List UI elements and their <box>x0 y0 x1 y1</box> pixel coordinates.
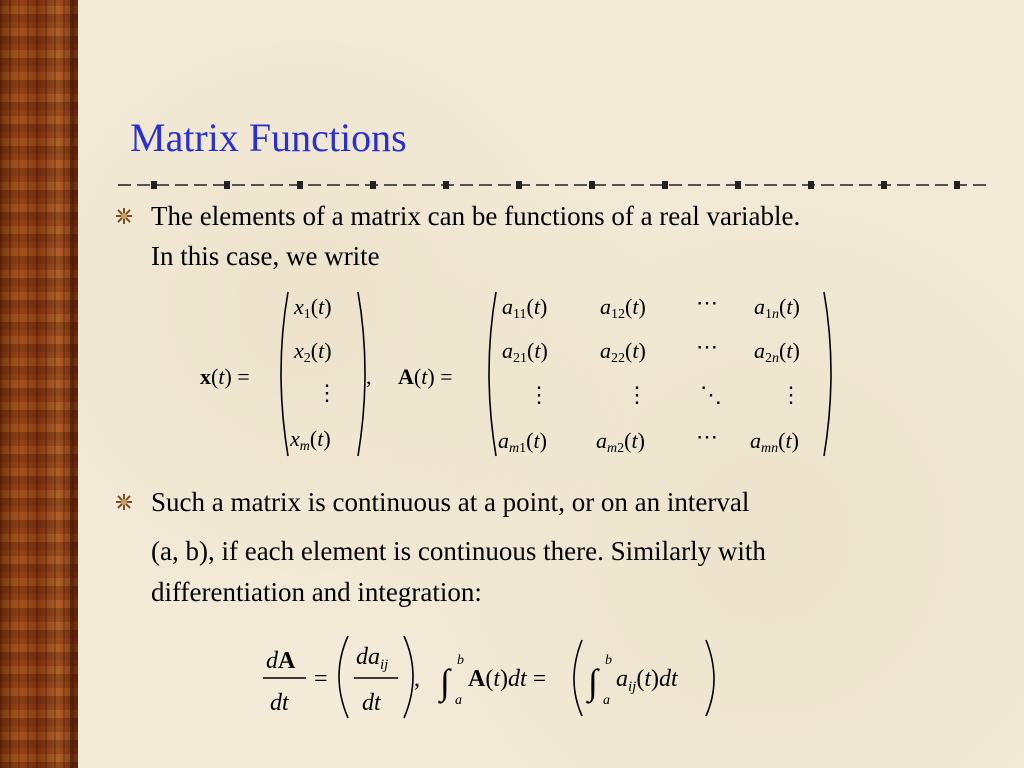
svg-text:a12(t): a12(t) <box>600 294 646 322</box>
bullet-2-line-2: (a, b), if each element is continuous there. Similarly with <box>151 536 766 566</box>
svg-text:dt: dt <box>362 690 381 716</box>
svg-text:a21(t): a21(t) <box>502 338 548 366</box>
svg-text:am1(t): am1(t) <box>498 428 547 456</box>
svg-text:a: a <box>455 693 462 708</box>
svg-text:⋯: ⋯ <box>696 424 718 449</box>
svg-text:x1(t): x1(t) <box>294 294 332 322</box>
svg-text:⋯: ⋯ <box>696 290 718 315</box>
svg-text:∫: ∫ <box>588 662 598 702</box>
svg-text:a1n(t): a1n(t) <box>754 294 800 322</box>
bullet-2-line-1: Such a matrix is continuous at a point, or on an interval <box>151 487 750 517</box>
svg-text:,: , <box>366 364 372 389</box>
svg-text:b: b <box>605 653 612 668</box>
svg-text:⋱: ⋱ <box>700 382 722 407</box>
svg-text:⋯: ⋯ <box>696 334 718 359</box>
svg-text:daij: $da_{ij}$ <box>356 644 389 673</box>
slide-title: Matrix Functions <box>130 115 407 160</box>
svg-text:a22(t): a22(t) <box>600 338 646 366</box>
svg-text:dA: dA <box>266 648 296 674</box>
svg-text:A(t)dt =: A(t)dt = <box>468 666 547 692</box>
svg-text:x2(t): x2(t) <box>294 338 332 366</box>
bullet-2-line-3: differentiation and integration: <box>151 577 482 607</box>
svg-text:dt: dt <box>270 690 289 716</box>
svg-text:a: a <box>603 693 610 708</box>
svg-text:,: , <box>414 666 420 692</box>
svg-text:a2n(t): a2n(t) <box>754 338 800 366</box>
svg-text:A(t) =: A(t) = <box>398 364 453 389</box>
svg-text:a11(t): a11(t) <box>502 294 548 322</box>
svg-text:⋮: ⋮ <box>316 380 338 405</box>
svg-text:amn(t): amn(t) <box>750 428 799 456</box>
bullet-1-line-1: The elements of a matrix can be functions of a real variable. <box>151 201 801 231</box>
bullet-1-line-2: In this case, we write <box>151 241 380 271</box>
svg-text:x(t) =: x(t) = <box>200 364 250 389</box>
svg-text:am2(t): am2(t) <box>596 428 645 456</box>
svg-text:b: b <box>457 653 464 668</box>
svg-text:⋮: ⋮ <box>780 382 802 407</box>
svg-text:=: = <box>314 666 328 692</box>
svg-text:aij(t)dt: $a_{ij}(t)dt$ <box>616 666 678 695</box>
svg-text:∫: ∫ <box>440 662 450 702</box>
svg-text:xm(t): xm(t) <box>290 426 331 454</box>
svg-text:⋮: ⋮ <box>626 382 648 407</box>
svg-text:⋮: ⋮ <box>528 382 550 407</box>
